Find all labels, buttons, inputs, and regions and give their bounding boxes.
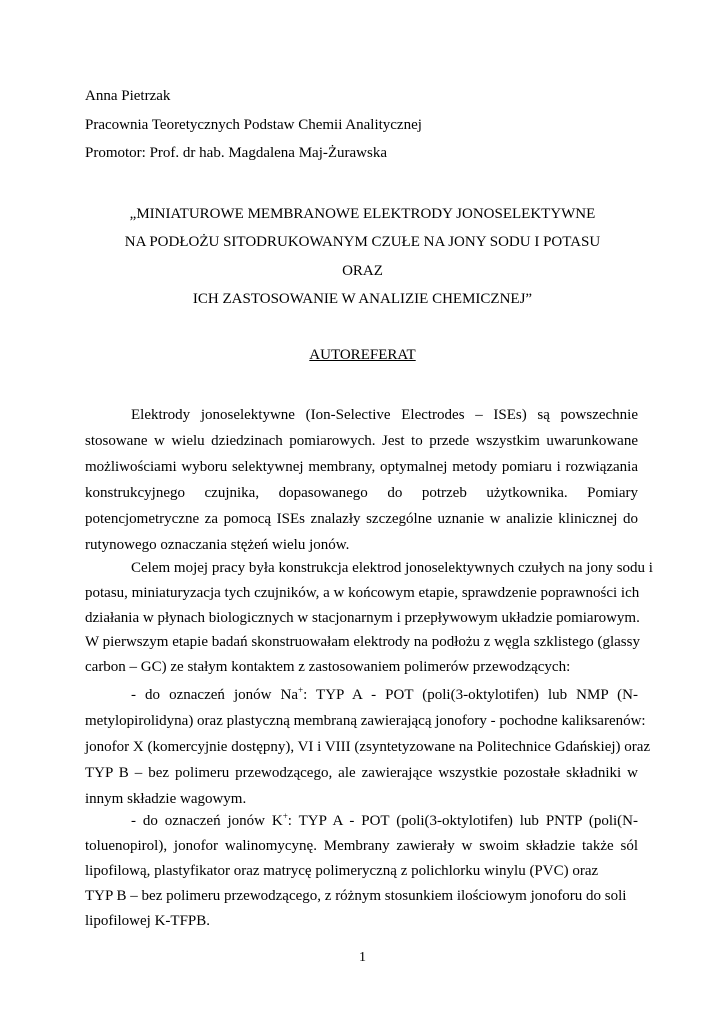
body-line: działania w płynach biologicznych w stacjonarnym i przepływowym układzie pomiarowym. [85,610,640,626]
body-line: W pierwszym etapie badań skonstruowałam elektrody na podłożu z węgla szklistego (glassy [85,634,640,650]
body-text: : TYP A - POT (poli(3-oktylotifen) lub PNTP (poli(N- [287,813,638,829]
title-line-4: ICH ZASTOSOWANIE W ANALIZIE CHEMICZNEJ” [192,291,533,307]
body-line: lipofilową, plastyfikator oraz matrycę polimeryczną z polichlorku winylu (PVC) oraz [85,863,599,879]
section-heading-text: AUTOREFERAT [309,347,416,363]
author-name: Anna Pietrzak [85,88,171,104]
title-line-3: ORAZ [342,263,383,279]
page-number: 1 [359,950,366,965]
body-text: : TYP A - POT (poli(3-oktylotifen) lub NMP (N- [303,687,639,703]
body-line: innym składzie wagowym. [85,791,247,807]
body-line: rutynowego oznaczania stężeń wielu jonów. [85,537,350,553]
body-line: potencjometryczne za pomocą ISEs znalazły szczególne uznanie w analizie klinicznej do [85,511,638,527]
body-line: Elektrody jonoselektywne (Ion-Selective Electrodes – ISEs) są powszechnie [131,407,638,423]
body-line: Celem mojej pracy była konstrukcja elektrod jonoselektywnych czułych na jony sodu i [131,560,653,576]
body-line: carbon – GC) ze stałym kontaktem z zastosowaniem polimerów przewodzących: [85,659,571,675]
body-line: lipofilowej K-TFPB. [85,913,211,929]
body-line: możliwościami wyboru selektywnej membrany, optymalnej metody pomiaru i rozwiązania [85,459,638,475]
promoter-line: Promotor: Prof. dr hab. Magdalena Maj-Żurawska [85,145,388,161]
body-line-sodium [131,685,638,705]
body-line: stosowane w wielu dziedzinach pomiarowych. Jest to przede wszystkim uwarunkowane [85,433,638,449]
superscript-plus: + [298,685,304,695]
body-text: - do oznaczeń jonów Na [131,687,298,703]
superscript-plus: + [282,811,288,821]
body-line: konstrukcyjnego czujnika, dopasowanego do potrzeb użytkownika. Pomiary [85,485,638,501]
title-line-1: „MINIATUROWE MEMBRANOWE ELEKTRODY JONOSELEKTYWNE [129,206,596,222]
body-line: metylopirolidyna) oraz plastyczną membraną zawierającą jonofory - pochodne kaliksarenów: [85,713,646,729]
body-line: jonofor X (komercyjnie dostępny), VI i VIII (zsyntetyzowane na Politechnice Gdańskiej) oraz [85,739,651,755]
body-line: potasu, miniaturyzacja tych czujników, a w końcowym etapie, sprawdzenie poprawności ich [85,585,640,601]
lab-name: Pracownia Teoretycznych Podstaw Chemii Analitycznej [85,117,422,133]
body-text: - do oznaczeń jonów K [131,813,283,829]
section-heading [0,345,725,365]
body-line: TYP B – bez polimeru przewodzącego, ale zawierające wszystkie pozostałe składniki w [85,765,638,781]
title-line-2: NA PODŁOŻU SITODRUKOWANYM CZUŁE NA JONY SODU I POTASU [124,234,601,250]
body-line-potassium [131,811,638,831]
body-line: TYP B – bez polimeru przewodzącego, z różnym stosunkiem ilościowym jonoforu do soli [85,888,627,904]
body-line: toluenopirol), jonofor walinomycynę. Membrany zawierały w swoim składzie także sól [85,838,638,854]
